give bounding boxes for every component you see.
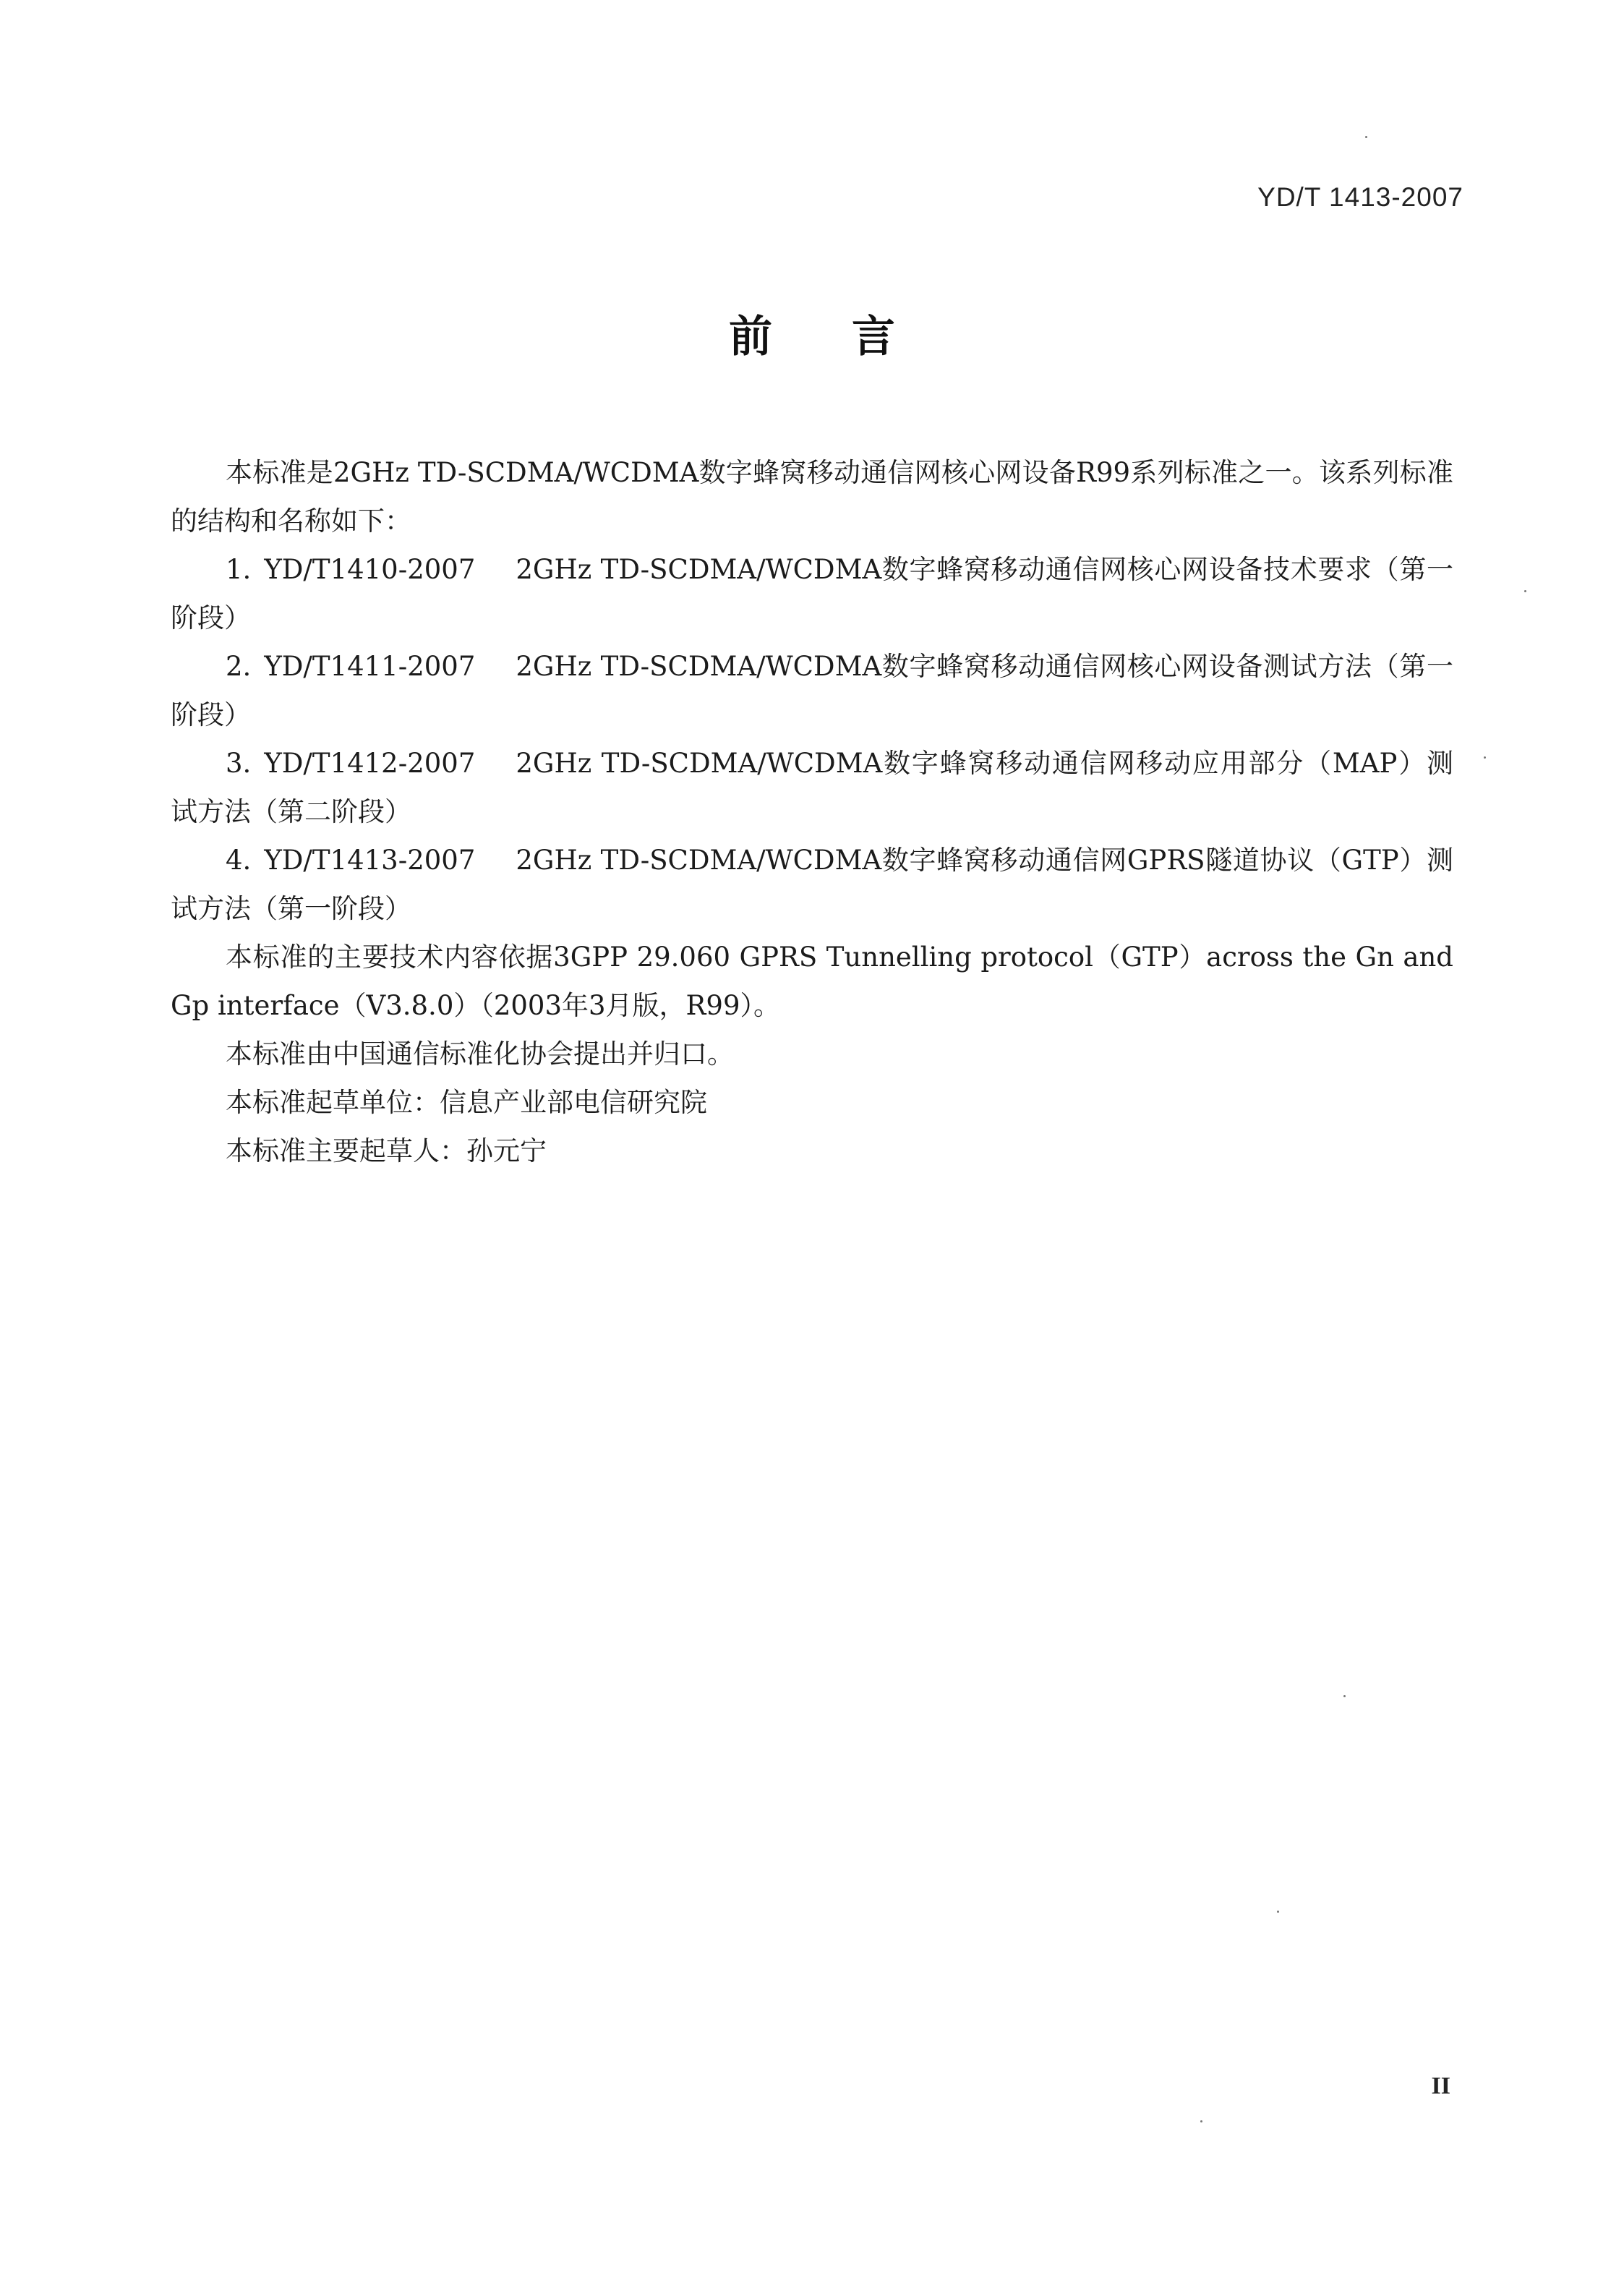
series-item-name: 2GHz TD-SCDMA/WCDMA数字蜂窝移动通信网核心网设备测试方法（第一阶段） <box>171 651 1453 730</box>
series-item-name: 2GHz TD-SCDMA/WCDMA数字蜂窝移动通信网移动应用部分（MAP）测试方法（第二阶段） <box>171 748 1453 827</box>
series-item-name: 2GHz TD-SCDMA/WCDMA数字蜂窝移动通信网核心网设备技术要求（第一阶段） <box>171 554 1453 633</box>
series-item-4 <box>171 836 1453 933</box>
drafting-unit-paragraph: 本标准起草单位：信息产业部电信研究院 <box>226 1087 707 1118</box>
series-item-1 <box>171 545 1453 642</box>
series-item-code: YD/T1411-2007 <box>264 651 476 682</box>
scan-speck <box>1200 2120 1202 2122</box>
series-item-2 <box>171 642 1453 739</box>
scan-speck <box>1484 756 1486 759</box>
scan-speck <box>1524 590 1526 592</box>
intro-paragraph: 本标准是2GHz TD-SCDMA/WCDMA数字蜂窝移动通信网核心网设备R99系列标准之一。该系列标准的结构和名称如下： <box>171 457 1453 537</box>
series-item-code: YD/T1410-2007 <box>264 554 476 585</box>
basis-paragraph: 本标准的主要技术内容依据3GPP 29.060 GPRS Tunnelling protocol（GTP）across the Gn and Gp interface（V3.8.0）（2003年3月版，R99）。 <box>171 942 1453 1021</box>
document-code: YD/T 1413-2007 <box>1257 182 1463 212</box>
series-item-3 <box>171 739 1453 836</box>
series-item-code: YD/T1412-2007 <box>264 748 476 779</box>
series-item-number: 2. <box>226 651 252 682</box>
page-number: II <box>1431 2073 1450 2099</box>
series-item-code: YD/T1413-2007 <box>264 845 476 876</box>
series-item-number: 1. <box>226 554 252 585</box>
series-item-name: 2GHz TD-SCDMA/WCDMA数字蜂窝移动通信网GPRS隧道协议（GTP）测试方法（第一阶段） <box>171 845 1453 924</box>
scan-speck <box>1343 1695 1346 1697</box>
page-title: 前言 <box>729 312 975 362</box>
proposer-paragraph: 本标准由中国通信标准化协会提出并归口。 <box>226 1038 734 1070</box>
series-item-number: 4. <box>226 845 252 876</box>
scan-speck <box>1277 1911 1279 1913</box>
foreword-body <box>171 448 1453 1175</box>
scan-speck <box>1365 136 1367 138</box>
series-item-number: 3. <box>226 748 252 779</box>
drafters-paragraph: 本标准主要起草人：孙元宁 <box>226 1135 547 1166</box>
